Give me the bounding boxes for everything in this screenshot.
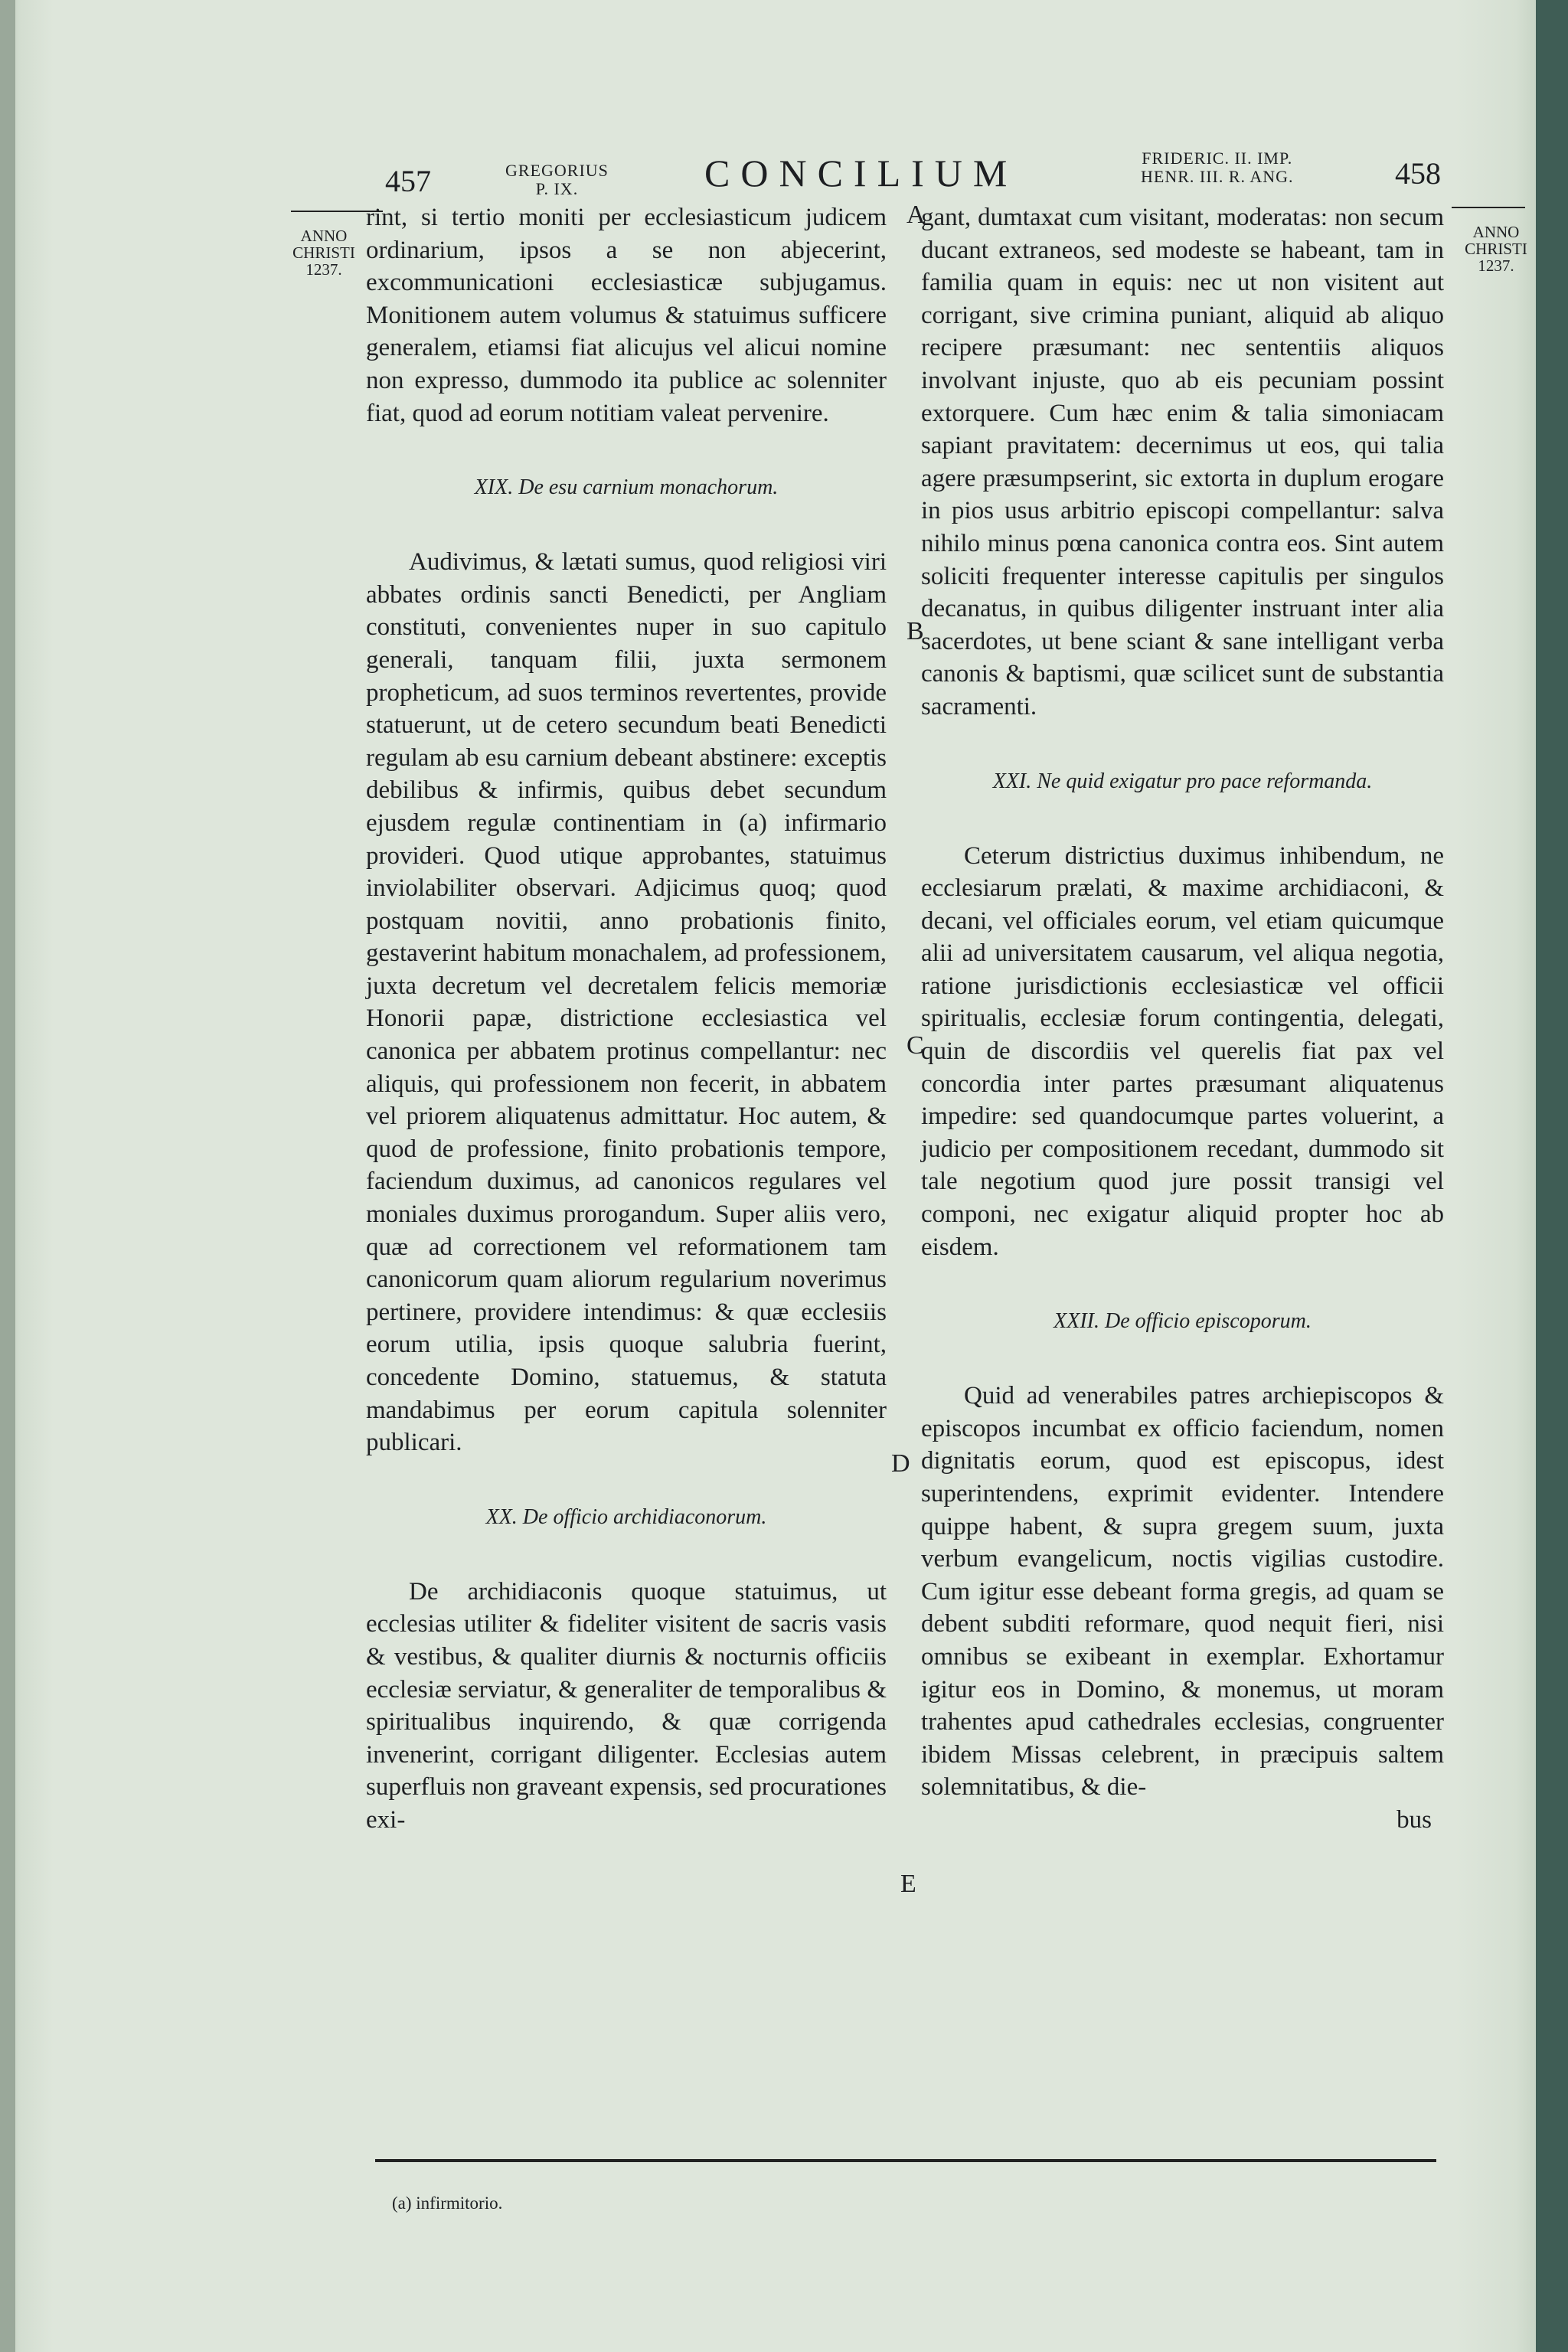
margin-rule-right bbox=[1452, 207, 1525, 208]
section-marker-e: E bbox=[900, 1870, 916, 1898]
page-number-right: 458 bbox=[1395, 156, 1441, 191]
margin-note-right bbox=[1462, 224, 1530, 274]
left-column bbox=[366, 201, 887, 1837]
running-head-right bbox=[1141, 149, 1294, 186]
section-marker-b: B bbox=[906, 617, 924, 645]
running-head-left bbox=[505, 162, 609, 198]
paragraph-xx: De archidiaconis quoque statuimus, ut ecclesias utiliter & fideliter visitent de sacris vasis & vestibus, & qualiter diurnis & nocturnis officiis ecclesiæ serviatur, & generaliter de temporalibus & spiritualibus inquirendo, & quæ corrigenda invenerint, corrigant diligenter. Ecclesias autem superfluis non graveant expensis, sed procurationes exi- bbox=[366, 1577, 887, 1834]
heading-xx: XX. De officio archidiaconorum. bbox=[485, 1504, 767, 1529]
right-column bbox=[921, 201, 1444, 1837]
section-marker-a: A bbox=[906, 201, 926, 229]
margin-note-right-line1: ANNO bbox=[1472, 223, 1520, 241]
page-title: CONCILIUM bbox=[704, 152, 1018, 194]
left-opening-paragraph: rint, si tertio moniti per ecclesiasticum judicem ordinarium, ipsos a se non abjecerint, excommunicationi ecclesiasticæ subjugamus. Monitionem autem volumus & statuimus sufficere generalem, etiamsi fiat alicujus vel alicui nomine non expresso, dummodo ita publice ac solenniter fiat, quod ad eorum notitiam valeat pervenire. bbox=[366, 204, 887, 427]
footnote-rule bbox=[375, 2159, 1436, 2162]
margin-note-right-line2: CHRISTI bbox=[1465, 240, 1527, 258]
section-marker-c: C bbox=[906, 1031, 924, 1060]
margin-note-right-line3: 1237. bbox=[1478, 256, 1514, 275]
heading-xxi: XXI. Ne quid exigatur pro pace reformanda. bbox=[992, 769, 1373, 793]
running-head-left-line2: P. IX. bbox=[535, 179, 579, 198]
page-number-left: 457 bbox=[385, 164, 431, 198]
running-head-right-line1: FRIDERIC. II. IMP. bbox=[1142, 149, 1293, 168]
section-marker-d: D bbox=[891, 1449, 910, 1478]
heading-xxii: XXII. De officio episcoporum. bbox=[1054, 1309, 1312, 1334]
right-opening-paragraph: gant, dumtaxat cum visitant, moderatas: non secum ducant extraneos, sed modeste se habeant, tam in familia quam in equis: nec ut non visitent aut corrigant, sive crimina puniant, aliquid ab aliquo recipere præsumant: nec sententiis aliquos involvant injuste, quo ab eis pecuniam possint extorquere. Cum hæc enim & talia simoniacam sapiant pravitatem: decernimus ut eos, qui talia agere præsumpserint, sic extorta in duplum erogare in pios usus arbitrio episcopi compellantur: salva nihilo minus pœna canonica contra eos. Sint autem soliciti frequenter interesse capitulis per singulos decanatus, in quibus diligenter instruant inter alia sacerdotes, ut bene sciant & sane intelligant verba canonis & baptismi, quæ scilicet sunt de substantia sacramenti. bbox=[921, 204, 1444, 720]
margin-note-left bbox=[289, 227, 358, 278]
page-binding-edge bbox=[0, 0, 15, 2352]
paragraph-xix: Audivimus, & lætati sumus, quod religiosi viri abbates ordinis sancti Benedicti, per Angliam constituti, convenientes nuper in suo capitulo generali, tanquam filii, juxta sermonem propheticum, ad suos terminos revertentes, provide statuerunt, ut de cetero secundum beati Benedicti regulam ab esu carnium debeant abstinere: exceptis debilibus & infirmis, quibus debet secundum ejusdem regulæ continentiam in (a) infirmario provideri. Quod utique approbantes, statuimus inviolabiliter observari. Adjicimus quoq; quod postquam novitii, anno probationis finito, gestaverint habitum monachalem, ad professionem, juxta decretum vel decretalem felicis memoriæ Honorii papæ, districtione ecclesiastica vel canonica per abbatem protinus compellantur: nec aliquis, qui professionem non fecerit, in abbatem vel priorem aliquatenus admittatur. Hoc autem, & quod de professione, finito probationis tempore, faciendum duximus, ad canonicos regulares vel moniales duximus prorogandum. Super aliis vero, quæ ad correctionem vel reformationem tam canonicorum quam aliorum regularium noverimus pertinere, providere intendimus: & quæ ecclesiis eorum utilia, ipsis quoque salubria fuerint, concedente Domino, statuemus, & statuta mandabimus per eorum capitula solenniter publicari. bbox=[366, 548, 887, 1457]
margin-note-left-line2: CHRISTI bbox=[292, 243, 355, 262]
margin-note-left-line1: ANNO bbox=[300, 227, 348, 245]
catchword: bus bbox=[1396, 1805, 1432, 1834]
margin-note-left-line3: 1237. bbox=[305, 260, 342, 279]
heading-xix: XIX. De esu carnium monachorum. bbox=[474, 475, 779, 500]
footnote: (a) infirmitorio. bbox=[392, 2194, 503, 2213]
paragraph-xxi: Ceterum districtius duximus inhibendum, ne ecclesiarum prælati, & maxime archidiaconi, & decani, vel officiales eorum, vel etiam quicumque alii ad universitatem causarum, vel aliqua negotia, ratione jurisdictionis ecclesiasticæ vel officii spiritualis, ecclesiæ forum contingentia, delegati, quin de discordiis vel querelis fiat pax vel concordia inter partes præsumant aliquatenus impedire: sed quandocumque partes voluerint, a judicio per compositionem recedant, dummodo sit tale negotium quod jure possit transigi vel componi, nec exigatur aliquid propter hoc ab eisdem. bbox=[921, 841, 1444, 1261]
paragraph-xxii: Quid ad venerabiles patres archiepiscopos & episcopos incumbat ex officio faciendum, nomen dignitatis eorum, quod est episcopus, idest superintendens, exprimit evidenter. Intendere quippe habent, & supra gregem suum, juxta verbum evangelicum, noctis vigilias custodire. Cum igitur esse debeant forma gregis, ad quam se debent subditi reformare, quod nequit fieri, nisi omnibus se exibeant in exemplar. Exhortamur igitur eos in Domino, & monemus, ut moram trahentes apud cathedrales ecclesias, congruenter ibidem Missas celebrent, in præcipuis saltem solemnitatibus, & die- bbox=[921, 1382, 1444, 1802]
running-head-left-line1: GREGORIUS bbox=[505, 161, 609, 180]
running-head-right-line2: HENR. III. R. ANG. bbox=[1141, 167, 1294, 186]
